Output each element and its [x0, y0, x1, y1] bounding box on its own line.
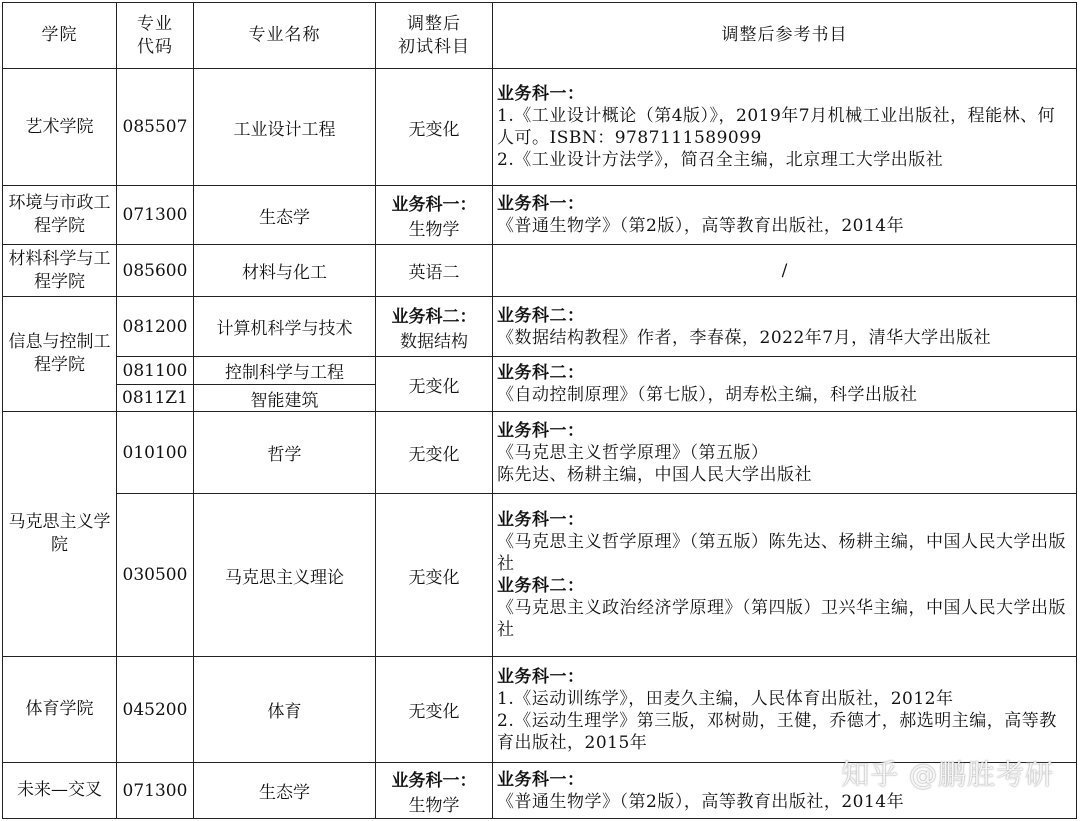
table-row: [3, 763, 1077, 819]
subject-cell: 无变化: [376, 357, 493, 412]
college-cell: 环境与市政工程学院: [3, 186, 117, 245]
subject-cell: 业务科二： 数据结构: [376, 297, 493, 357]
table-row: [3, 657, 1077, 763]
code-cell: 045200: [117, 657, 194, 763]
document-page: [2, 2, 1077, 819]
code-cell: 085600: [117, 245, 194, 297]
books-cell: /: [493, 245, 1077, 297]
adjustment-table: [2, 2, 1077, 819]
subject-cell: 无变化: [376, 69, 493, 186]
college-cell: 信息与控制工程学院: [3, 297, 117, 412]
subject-cell: 无变化: [376, 494, 493, 657]
major-cell: 哲学: [194, 412, 376, 494]
table-row: [3, 69, 1077, 186]
table-row: [3, 186, 1077, 245]
header-code: 专业 代码: [117, 3, 194, 69]
table-row: [3, 245, 1077, 297]
subject-cell: 英语二: [376, 245, 493, 297]
major-cell: 工业设计工程: [194, 69, 376, 186]
books-cell: 业务科一： 《马克思主义哲学原理》（第五版） 陈先达、杨耕主编，中国人民大学出版社: [493, 412, 1077, 494]
code-cell: 071300: [117, 186, 194, 245]
code-cell: 030500: [117, 494, 194, 657]
header-books: 调整后参考书目: [493, 3, 1077, 69]
header-major: 专业名称: [194, 3, 376, 69]
header-subject: 调整后 初试科目: [376, 3, 493, 69]
table-row: [3, 412, 1077, 494]
books-cell: 业务科一： 1.《运动训练学》，田麦久主编，人民体育出版社，2012年 2.《运动生理学》第三版，邓树勋，王健，乔德才，郝选明主编，高等教育出版社，2015年: [493, 657, 1077, 763]
subject-cell: 业务科一： 生物学: [376, 763, 493, 819]
major-cell: 计算机科学与技术: [194, 297, 376, 357]
major-cell: 马克思主义理论: [194, 494, 376, 657]
code-cell: 071300: [117, 763, 194, 819]
books-cell: 业务科一： 1.《工业设计概论（第4版）》，2019年7月机械工业出版社，程能林、何人可。ISBN：9787111589099 2.《工业设计方法学》，简召全主编，北京理工大学出版社: [493, 69, 1077, 186]
header-row: [3, 3, 1077, 69]
code-cell: 085507: [117, 69, 194, 186]
table-row: [3, 357, 1077, 385]
college-cell: 材料科学与工程学院: [3, 245, 117, 297]
table-row: [3, 297, 1077, 357]
subject-cell: 无变化: [376, 412, 493, 494]
table-row: [3, 494, 1077, 657]
code-cell: 081100: [117, 357, 194, 385]
major-cell: 生态学: [194, 186, 376, 245]
code-cell: 081200: [117, 297, 194, 357]
college-cell: 艺术学院: [3, 69, 117, 186]
college-cell: 体育学院: [3, 657, 117, 763]
college-cell: 马克思主义学院: [3, 412, 117, 657]
major-cell: 材料与化工: [194, 245, 376, 297]
books-cell: 业务科一： 《马克思主义哲学原理》（第五版）陈先达、杨耕主编，中国人民大学出版社 业务科二： 《马克思主义政治经济学原理》（第四版）卫兴华主编，中国人民大学出版社: [493, 494, 1077, 657]
watermark: 知乎 @鹏胜考研: [841, 758, 1054, 791]
books-cell: 业务科一： 《普通生物学》（第2版），高等教育出版社，2014年: [493, 763, 1077, 819]
code-cell: 010100: [117, 412, 194, 494]
college-cell: 未来—交叉: [3, 763, 117, 819]
books-cell: 业务科二： 《数据结构教程》作者，李春葆，2022年7月，清华大学出版社: [493, 297, 1077, 357]
code-cell: 0811Z1: [117, 385, 194, 412]
books-cell: 业务科一： 《普通生物学》（第2版），高等教育出版社，2014年: [493, 186, 1077, 245]
books-cell: 业务科二： 《自动控制原理》（第七版），胡寿松主编，科学出版社: [493, 357, 1077, 412]
subject-cell: 业务科一： 生物学: [376, 186, 493, 245]
major-cell: 控制科学与工程: [194, 357, 376, 385]
major-cell: 智能建筑: [194, 385, 376, 412]
major-cell: 生态学: [194, 763, 376, 819]
header-college: 学院: [3, 3, 117, 69]
subject-cell: 无变化: [376, 657, 493, 763]
major-cell: 体育: [194, 657, 376, 763]
